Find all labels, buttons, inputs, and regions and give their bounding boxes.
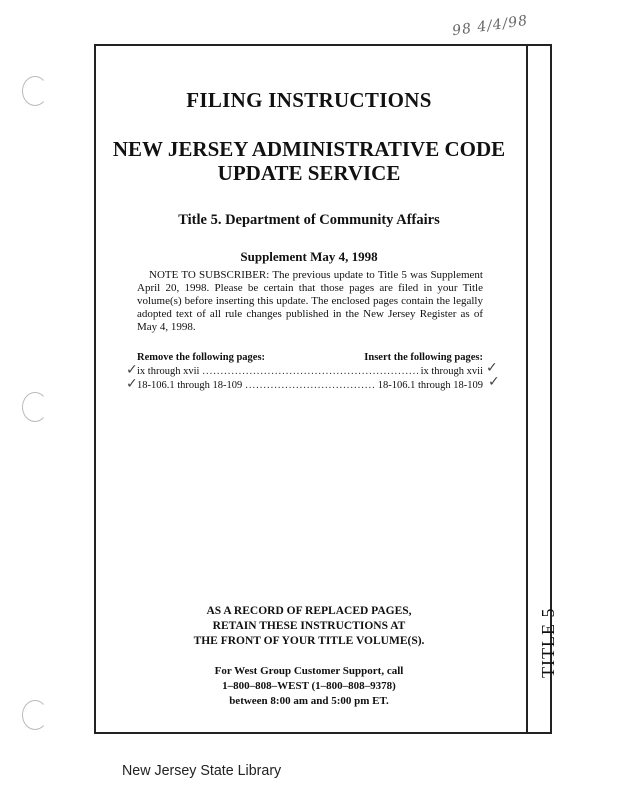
remove-range: ix through xvii xyxy=(137,366,200,377)
insert-range: ix through xvii xyxy=(420,366,483,377)
title-subtitle: Title 5. Department of Community Affairs xyxy=(178,212,440,228)
support-phone: 1–800–808–WEST (1–800–808–9378) xyxy=(222,680,396,692)
record-instructions xyxy=(0,604,618,649)
insert-range: 18-106.1 through 18-109 xyxy=(377,380,483,391)
record-line-3: THE FRONT OF YOUR TITLE VOLUME(S). xyxy=(193,635,425,647)
record-line-2: RETAIN THESE INSTRUCTIONS AT xyxy=(212,620,406,632)
record-line-1: AS A RECORD OF REPLACED PAGES, xyxy=(206,605,412,617)
checkmark-icon: ✓ xyxy=(488,374,500,390)
support-hours: between 8:00 am and 5:00 pm ET. xyxy=(229,695,389,707)
table-row xyxy=(137,380,483,391)
handwritten-date-annotation: 98 4/4/98 xyxy=(451,12,530,40)
remove-pages-header: Remove the following pages: xyxy=(137,352,266,363)
dot-leader xyxy=(202,366,417,377)
checkmark-icon: ✓ xyxy=(126,362,138,378)
checkmark-icon: ✓ xyxy=(126,376,138,392)
table-row xyxy=(137,366,483,377)
dot-leader xyxy=(245,380,374,391)
document-title-line-2: UPDATE SERVICE xyxy=(217,161,401,185)
supplement-date: Supplement May 4, 1998 xyxy=(240,249,378,264)
note-to-subscriber: NOTE TO SUBSCRIBER: The previous update to Title 5 was Supplement April 20, 1998. Please be certain that those pages are filed in your Title volume(s) before inserting this update. The enclosed pages contain the legally adopted text of all rule changes published in the New Jersey Register as of May 4, 1998. xyxy=(137,269,483,333)
library-stamp: New Jersey State Library xyxy=(122,762,282,779)
remove-range: 18-106.1 through 18-109 xyxy=(137,380,243,391)
customer-support-info xyxy=(0,664,618,709)
checkmark-icon: ✓ xyxy=(486,360,498,376)
document-title-line-1: NEW JERSEY ADMINISTRATIVE CODE xyxy=(112,137,506,161)
binder-hole-mark xyxy=(22,392,48,422)
title-tab-label: TITLE 5 xyxy=(538,607,558,678)
support-line-1: For West Group Customer Support, call xyxy=(214,665,404,677)
page-heading: FILING INSTRUCTIONS xyxy=(186,88,432,112)
insert-pages-header: Insert the following pages: xyxy=(364,352,483,363)
